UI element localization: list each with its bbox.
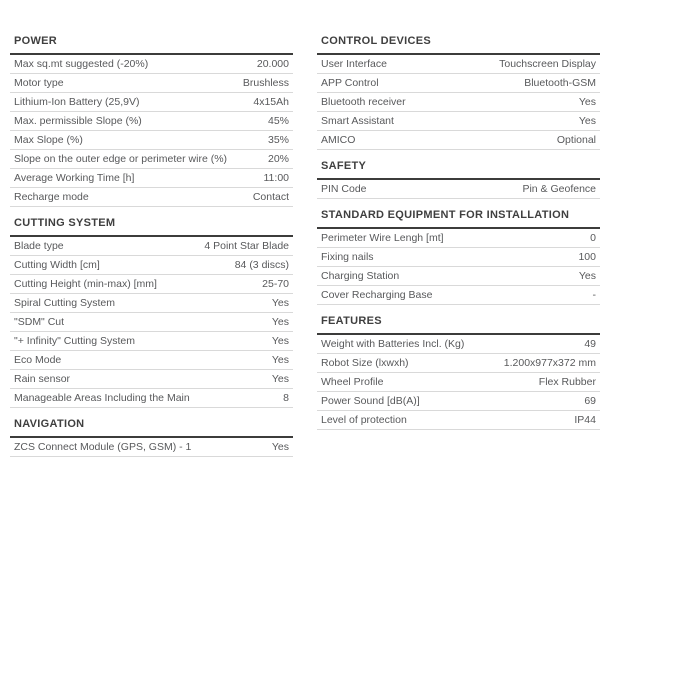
spec-column-left: [10, 35, 293, 467]
spec-row-value: 84 (3 discs): [234, 259, 289, 271]
spec-row: [10, 332, 293, 351]
spec-row: [317, 74, 600, 93]
spec-row-value: Yes: [271, 373, 289, 385]
spec-row: [10, 74, 293, 93]
spec-row-label: Manageable Areas Including the Main: [14, 392, 190, 404]
section-title: CONTROL DEVICES: [317, 35, 600, 55]
spec-row: [317, 411, 600, 430]
spec-row-value: Brushless: [242, 77, 289, 89]
spec-row: [10, 131, 293, 150]
spec-row: [10, 438, 293, 457]
spec-row-label: Perimeter Wire Lengh [mt]: [321, 232, 444, 244]
spec-row-label: Power Sound [dB(A)]: [321, 395, 420, 407]
spec-row-label: Spiral Cutting System: [14, 297, 115, 309]
spec-row-label: Smart Assistant: [321, 115, 394, 127]
spec-row-value: 11:00: [263, 172, 289, 184]
spec-row-value: 45%: [267, 115, 289, 127]
spec-row-value: 4x15Ah: [253, 96, 289, 108]
spec-section: [317, 35, 600, 150]
spec-row-value: 0: [590, 232, 596, 244]
spec-row-label: Cover Recharging Base: [321, 289, 433, 301]
spec-row-value: 25-70: [262, 278, 289, 290]
spec-row: [10, 112, 293, 131]
spec-row-label: Fixing nails: [321, 251, 374, 263]
spec-row-value: 35%: [267, 134, 289, 146]
spec-row-label: Robot Size (lxwxh): [321, 357, 409, 369]
spec-row-value: Touchscreen Display: [499, 58, 596, 70]
spec-row-label: Weight with Batteries Incl. (Kg): [321, 338, 465, 350]
spec-row-label: Cutting Height (min-max) [mm]: [14, 278, 157, 290]
section-rows: [10, 55, 293, 207]
section-rows: [10, 438, 293, 457]
spec-section: [317, 160, 600, 199]
spec-row-value: Yes: [271, 316, 289, 328]
spec-section: [317, 209, 600, 305]
spec-row: [10, 237, 293, 256]
section-rows: [317, 335, 600, 430]
spec-row-label: Blade type: [14, 240, 64, 252]
spec-row: [10, 275, 293, 294]
spec-row: [10, 188, 293, 207]
spec-column-right: [317, 35, 600, 440]
spec-row-label: Max sq.mt suggested (-20%): [14, 58, 149, 70]
spec-row-label: AMICO: [321, 134, 356, 146]
spec-row: [10, 55, 293, 74]
spec-row: [317, 335, 600, 354]
spec-row-value: Yes: [271, 354, 289, 366]
spec-row: [10, 389, 293, 408]
spec-row-value: Yes: [578, 270, 596, 282]
spec-row-label: Max. permissible Slope (%): [14, 115, 142, 127]
spec-row-value: Yes: [271, 297, 289, 309]
spec-row-value: 8: [283, 392, 289, 404]
spec-row-label: "SDM" Cut: [14, 316, 65, 328]
section-rows: [317, 229, 600, 305]
spec-row: [317, 373, 600, 392]
section-title: FEATURES: [317, 315, 600, 335]
spec-row-label: APP Control: [321, 77, 379, 89]
spec-row-label: Recharge mode: [14, 191, 89, 203]
spec-row: [317, 248, 600, 267]
spec-row: [317, 93, 600, 112]
spec-row: [317, 55, 600, 74]
section-title: CUTTING SYSTEM: [10, 217, 293, 237]
spec-row-label: Bluetooth receiver: [321, 96, 406, 108]
spec-row: [317, 286, 600, 305]
spec-row-value: Yes: [271, 441, 289, 453]
spec-row: [317, 392, 600, 411]
spec-section: [317, 315, 600, 430]
spec-row-value: 20.000: [256, 58, 289, 70]
spec-row-value: Flex Rubber: [538, 376, 596, 388]
section-title: NAVIGATION: [10, 418, 293, 438]
spec-row-value: Pin & Geofence: [522, 183, 596, 195]
spec-row-value: 100: [578, 251, 596, 263]
spec-row: [317, 267, 600, 286]
spec-row-value: Yes: [578, 115, 596, 127]
spec-section: [10, 418, 293, 457]
spec-row: [10, 93, 293, 112]
spec-row-label: Lithium-Ion Battery (25,9V): [14, 96, 140, 108]
spec-row-label: Average Working Time [h]: [14, 172, 135, 184]
spec-row-label: Level of protection: [321, 414, 407, 426]
spec-row-value: Yes: [271, 335, 289, 347]
spec-row: [10, 370, 293, 389]
section-title: POWER: [10, 35, 293, 55]
spec-row-label: ZCS Connect Module (GPS, GSM) - 1: [14, 441, 192, 453]
section-rows: [317, 180, 600, 199]
spec-section: [10, 35, 293, 207]
spec-row: [317, 229, 600, 248]
spec-row: [10, 256, 293, 275]
spec-row-label: Max Slope (%): [14, 134, 83, 146]
spec-row-value: 20%: [267, 153, 289, 165]
section-title: SAFETY: [317, 160, 600, 180]
spec-row: [10, 169, 293, 188]
spec-row-value: 69: [584, 395, 596, 407]
spec-row: [10, 150, 293, 169]
spec-row: [317, 131, 600, 150]
spec-row-value: Bluetooth-GSM: [524, 77, 596, 89]
spec-row-label: "+ Infinity" Cutting System: [14, 335, 135, 347]
spec-row-value: 4 Point Star Blade: [204, 240, 289, 252]
spec-row: [317, 180, 600, 199]
spec-row-label: Motor type: [14, 77, 64, 89]
spec-row: [10, 294, 293, 313]
spec-row-label: User Interface: [321, 58, 387, 70]
spec-row: [10, 351, 293, 370]
spec-row-label: Cutting Width [cm]: [14, 259, 100, 271]
spec-row: [317, 354, 600, 373]
spec-row-label: Wheel Profile: [321, 376, 384, 388]
spec-row-value: IP44: [574, 414, 596, 426]
spec-row-value: Yes: [578, 96, 596, 108]
section-rows: [10, 237, 293, 408]
spec-row-value: Optional: [556, 134, 596, 146]
spec-row-label: Slope on the outer edge or perimeter wire (%): [14, 153, 228, 165]
spec-row-value: 1.200x977x372 mm: [503, 357, 596, 369]
spec-row-value: -: [592, 289, 596, 301]
spec-row-label: PIN Code: [321, 183, 367, 195]
spec-row-value: Contact: [252, 191, 289, 203]
spec-row-label: Eco Mode: [14, 354, 62, 366]
spec-row-label: Rain sensor: [14, 373, 71, 385]
section-rows: [317, 55, 600, 150]
spec-section: [10, 217, 293, 408]
spec-row: [317, 112, 600, 131]
spec-row: [10, 313, 293, 332]
section-title: STANDARD EQUIPMENT FOR INSTALLATION: [317, 209, 600, 229]
spec-row-label: Charging Station: [321, 270, 400, 282]
spec-row-value: 49: [584, 338, 596, 350]
